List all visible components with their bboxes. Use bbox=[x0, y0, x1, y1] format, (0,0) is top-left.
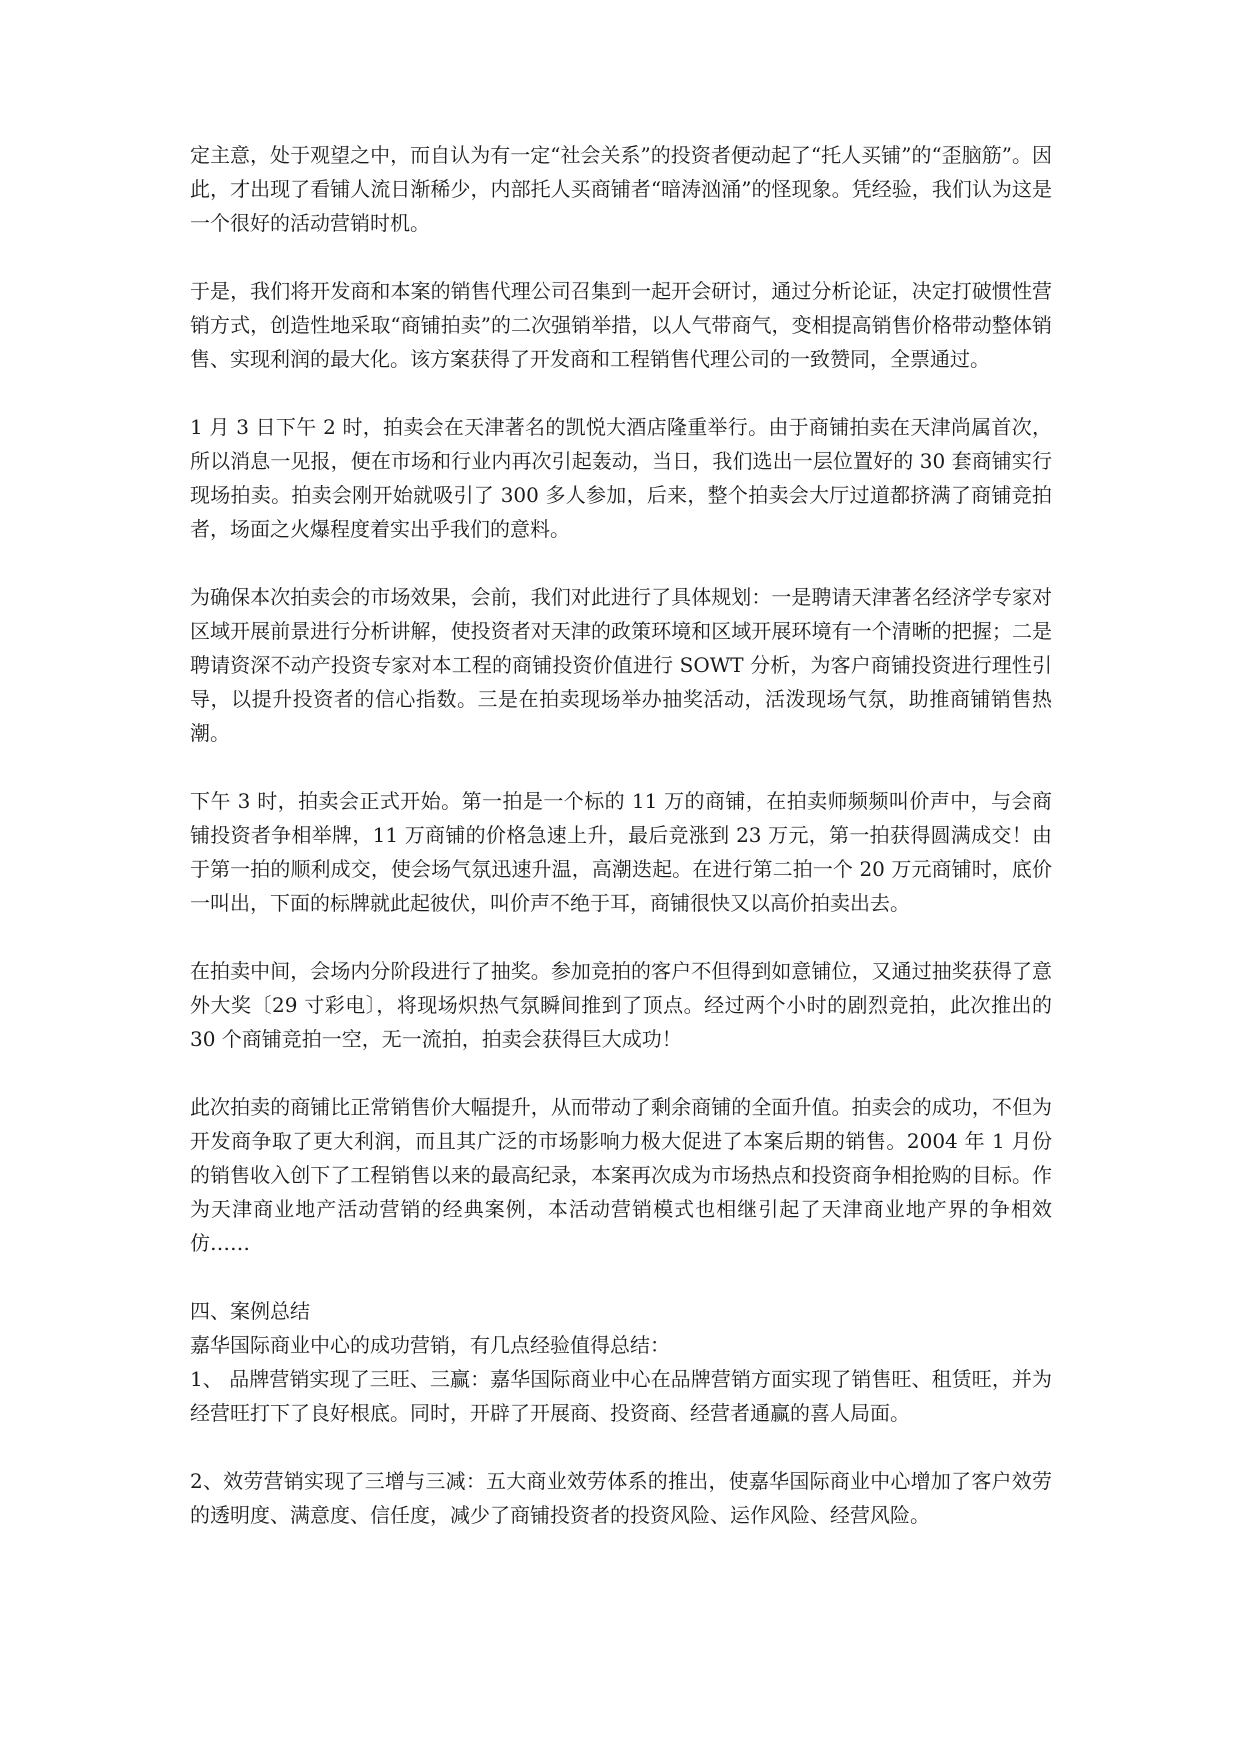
paragraph-observation: 定主意，处于观望之中，而自认为有一定“社会关系”的投资者便动起了“托人买铺”的“歪脑筋”。因此，才出现了看铺人流日渐稀少，内部托人买商铺者“暗涛汹涌”的怪现象。凭经验，我们认为这是一个很好的活动营销时机。 bbox=[190, 143, 1052, 235]
paragraph-auction-start: 下午 3 时，拍卖会正式开始。第一拍是一个标的 11 万的商铺，在拍卖师频频叫价声中，与会商铺投资者争相举牌，11 万商铺的价格急速上升，最后竞涨到 23 万元，第一拍获得圆满成交！由于第一拍的顺利成交，使会场气氛迅速升温，高潮迭起。在进行第二拍一个 20 万元商铺时，底价一叫出，下面的标牌就此起彼伏，叫价声不绝于耳，商铺很快又以高价拍卖出去。 bbox=[190, 789, 1052, 915]
summary-item-service: 2、效劳营销实现了三增与三减：五大商业效劳体系的推出，使嘉华国际商业中心增加了客户效劳的透明度、满意度、信任度，减少了商铺投资者的投资风险、运作风险、经营风险。 bbox=[190, 1469, 1052, 1527]
section-intro: 嘉华国际商业中心的成功营销，有几点经验值得总结： bbox=[190, 1333, 670, 1357]
document-page bbox=[190, 138, 1052, 1566]
summary-item-brand: 1、 品牌营销实现了三旺、三赢：嘉华国际商业中心在品牌营销方面实现了销售旺、租赁旺，并为经营旺打下了良好根底。同时，开辟了开展商、投资商、经营者通赢的喜人局面。 bbox=[190, 1367, 1052, 1425]
paragraph-auction-planning: 为确保本次拍卖会的市场效果，会前，我们对此进行了具体规划：一是聘请天津著名经济学专家对区域开展前景进行分析讲解，使投资者对天津的政策环境和区域开展环境有一个清晰的把握；二是聘请资深不动产投资专家对本工程的商铺投资价值进行 SOWT 分析，为客户商铺投资进行理性引导，以提升投资者的信心指数。三是在拍卖现场举办抽奖活动，活泼现场气氛，助推商铺销售热潮。 bbox=[190, 585, 1052, 745]
paragraph-results: 此次拍卖的商铺比正常销售价大幅提升，从而带动了剩余商铺的全面升值。拍卖会的成功，不但为开发商争取了更大利润，而且其广泛的市场影响力极大促进了本案后期的销售。2004 年 1 月份的销售收入创下了工程销售以来的最高纪录，本案再次成为市场热点和投资商争相抢购的目标。作为天津商业地产活动营销的经典案例，本活动营销模式也相继引起了天津商业地产界的争相效仿…… bbox=[190, 1095, 1052, 1255]
section-heading: 四、案例总结 bbox=[190, 1299, 310, 1323]
paragraph-lottery: 在拍卖中间，会场内分阶段进行了抽奖。参加竞拍的客户不但得到如意铺位，又通过抽奖获得了意外大奖〔29 寸彩电〕，将现场炽热气氛瞬间推到了顶点。经过两个小时的剧烈竞拍，此次推出的 30 个商铺竞拍一空，无一流拍，拍卖会获得巨大成功！ bbox=[190, 959, 1052, 1051]
paragraph-auction-event: 1 月 3 日下午 2 时，拍卖会在天津著名的凯悦大酒店隆重举行。由于商铺拍卖在天津尚属首次，所以消息一见报，便在市场和行业内再次引起轰动，当日，我们选出一层位置好的 30 套商铺实行现场拍卖。拍卖会刚开始就吸引了 300 多人参加，后来，整个拍卖会大厅过道都挤满了商铺竞拍者，场面之火爆程度着实出乎我们的意料。 bbox=[190, 415, 1052, 541]
paragraph-auction-decision: 于是，我们将开发商和本案的销售代理公司召集到一起开会研讨，通过分析论证，决定打破惯性营销方式，创造性地采取“商铺拍卖”的二次强销举措，以人气带商气，变相提高销售价格带动整体销售、实现利润的最大化。该方案获得了开发商和工程销售代理公司的一致赞同，全票通过。 bbox=[190, 279, 1052, 371]
